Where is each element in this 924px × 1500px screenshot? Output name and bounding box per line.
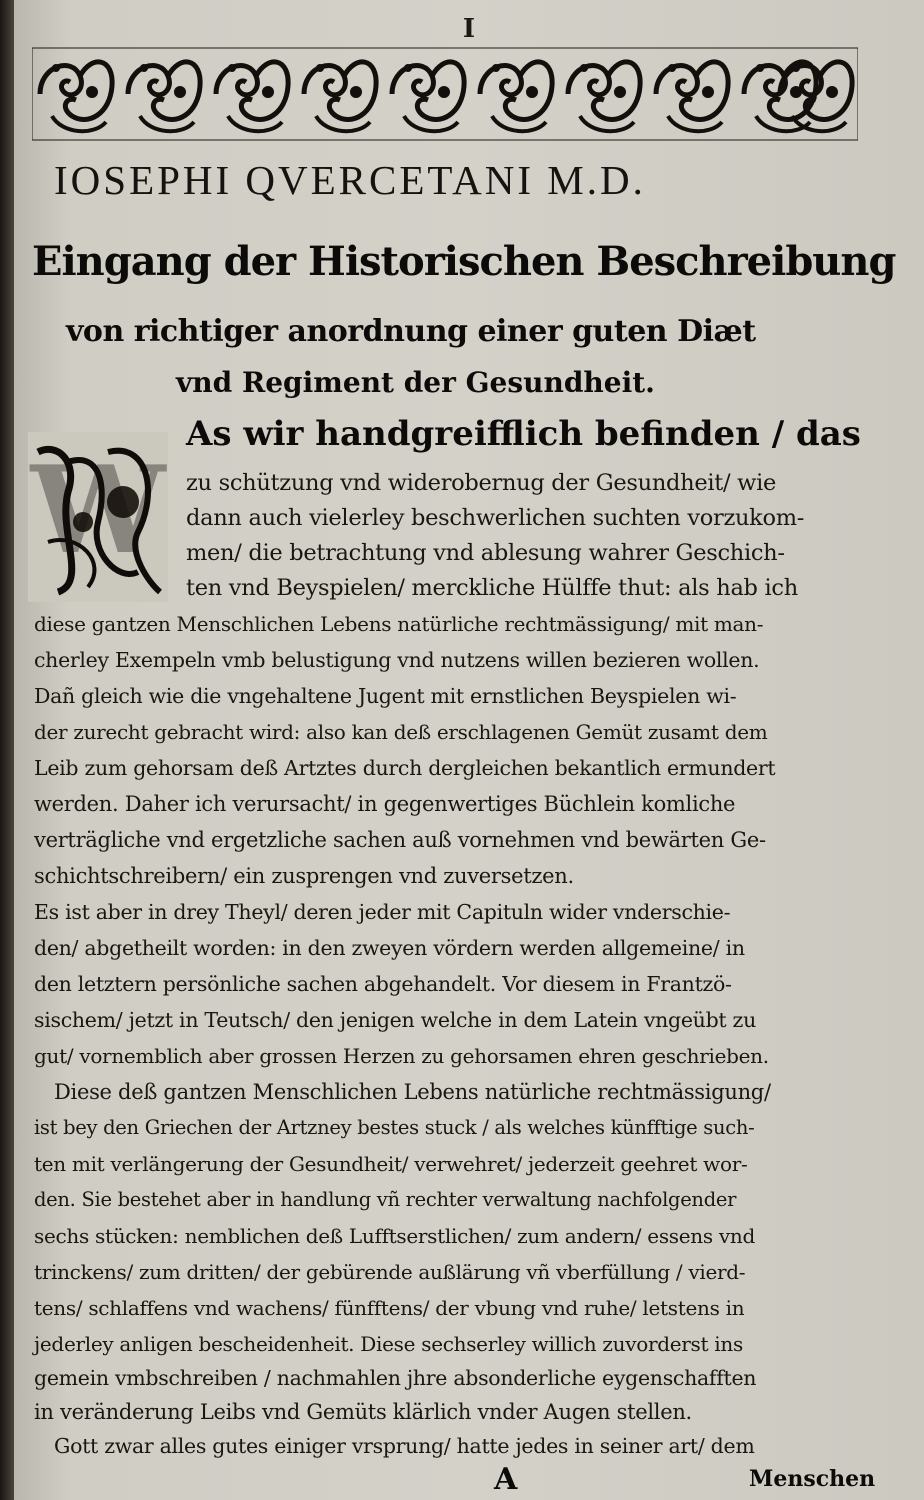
catchword: Menschen	[749, 1466, 876, 1492]
page-number: I	[462, 14, 476, 44]
text-line: Dañ gleich wie die vngehaltene Jugent mit ernstlichen Beyspielen wi-	[34, 684, 737, 708]
text-line: Gott zwar alles gutes einiger vrsprung/ hatte jedes in seiner art/ dem	[54, 1434, 755, 1458]
author-heading: IOSEPHI QVERCETANI M.D.	[54, 157, 646, 203]
initial-letter-text: W	[30, 440, 166, 581]
ornamental-headpiece	[32, 46, 858, 142]
text-line: cherley Exempeln vmb belustigung vnd nutzens willen bezieren wollen.	[34, 648, 760, 672]
lead-text: As wir handgreifflich befinden / das	[186, 414, 861, 454]
text-line: gut/ vornemblich aber grossen Herzen zu gehorsamen ehren geschrieben.	[34, 1044, 769, 1068]
decorated-initial	[28, 432, 168, 602]
book-spine-shadow	[0, 0, 14, 1500]
text-line: sischem/ jetzt in Teutsch/ den jenigen welche in dem Latein vngeübt zu	[34, 1008, 756, 1032]
title-line-1: Eingang der Historischen Beschreibung	[32, 238, 896, 285]
title-line-3: vnd Regiment der Gesundheit.	[176, 366, 655, 399]
text-line: jederley anligen bescheidenheit. Diese sechserley willich zuvorderst ins	[34, 1332, 743, 1356]
text-line: diese gantzen Menschlichen Lebens natürliche rechtmässigung/ mit man-	[34, 612, 764, 636]
book-page	[14, 0, 924, 1500]
text-line: gemein vmbschreiben / nachmahlen jhre absonderliche eygenschafften	[34, 1366, 757, 1390]
text-line: men/ die betrachtung vnd ablesung wahrer Geschich-	[186, 540, 785, 566]
title-line-2: von richtiger anordnung einer guten Diæt	[66, 314, 756, 349]
text-line: dann auch vielerley beschwerlichen suchten vorzukom-	[186, 505, 805, 531]
text-line: schichtschreibern/ ein zusprengen vnd zuversetzen.	[34, 864, 574, 888]
text-line: ist bey den Griechen der Artzney bestes stuck / als welches künfftige such-	[34, 1116, 755, 1139]
text-line: den. Sie bestehet aber in handlung vñ rechter verwaltung nachfolgender	[34, 1188, 737, 1211]
text-line: Leib zum gehorsam deß Artztes durch dergleichen bekantlich ermundert	[34, 756, 776, 780]
text-line: der zurecht gebracht wird: also kan deß erschlagenen Gemüt zusamt dem	[34, 720, 768, 744]
text-line: trinckens/ zum dritten/ der gebürende außlärung vñ vberfüllung / vierd-	[34, 1260, 746, 1284]
text-line: sechs stücken: nemblichen deß Lufftserstlichen/ zum andern/ essens vnd	[34, 1224, 755, 1248]
signature-mark: A	[494, 1462, 518, 1497]
text-line: zu schützung vnd widerobernug der Gesundheit/ wie	[186, 470, 776, 496]
text-line: Es ist aber in drey Theyl/ deren jeder mit Capituln wider vnderschie-	[34, 900, 731, 924]
text-line: verträgliche vnd ergetzliche sachen auß vornehmen vnd bewärten Ge-	[34, 828, 766, 852]
text-line: Diese deß gantzen Menschlichen Lebens natürliche rechtmässigung/	[54, 1080, 771, 1104]
text-line: werden. Daher ich verursacht/ in gegenwertiges Büchlein komliche	[34, 792, 736, 816]
text-line: in veränderung Leibs vnd Gemüts klärlich vnder Augen stellen.	[34, 1400, 692, 1424]
text-line: den letztern persönliche sachen abgehandelt. Vor diesem in Frantzö-	[34, 972, 732, 996]
text-line: ten vnd Beyspielen/ merckliche Hülffe thut: als hab ich	[186, 575, 798, 601]
text-line: ten mit verlängerung der Gesundheit/ verwehret/ jederzeit geehret wor-	[34, 1152, 748, 1176]
text-line: den/ abgetheilt worden: in den zweyen vördern werden allgemeine/ in	[34, 936, 745, 960]
text-line: tens/ schlaffens vnd wachens/ fünfftens/ der vbung vnd ruhe/ letstens in	[34, 1296, 745, 1320]
